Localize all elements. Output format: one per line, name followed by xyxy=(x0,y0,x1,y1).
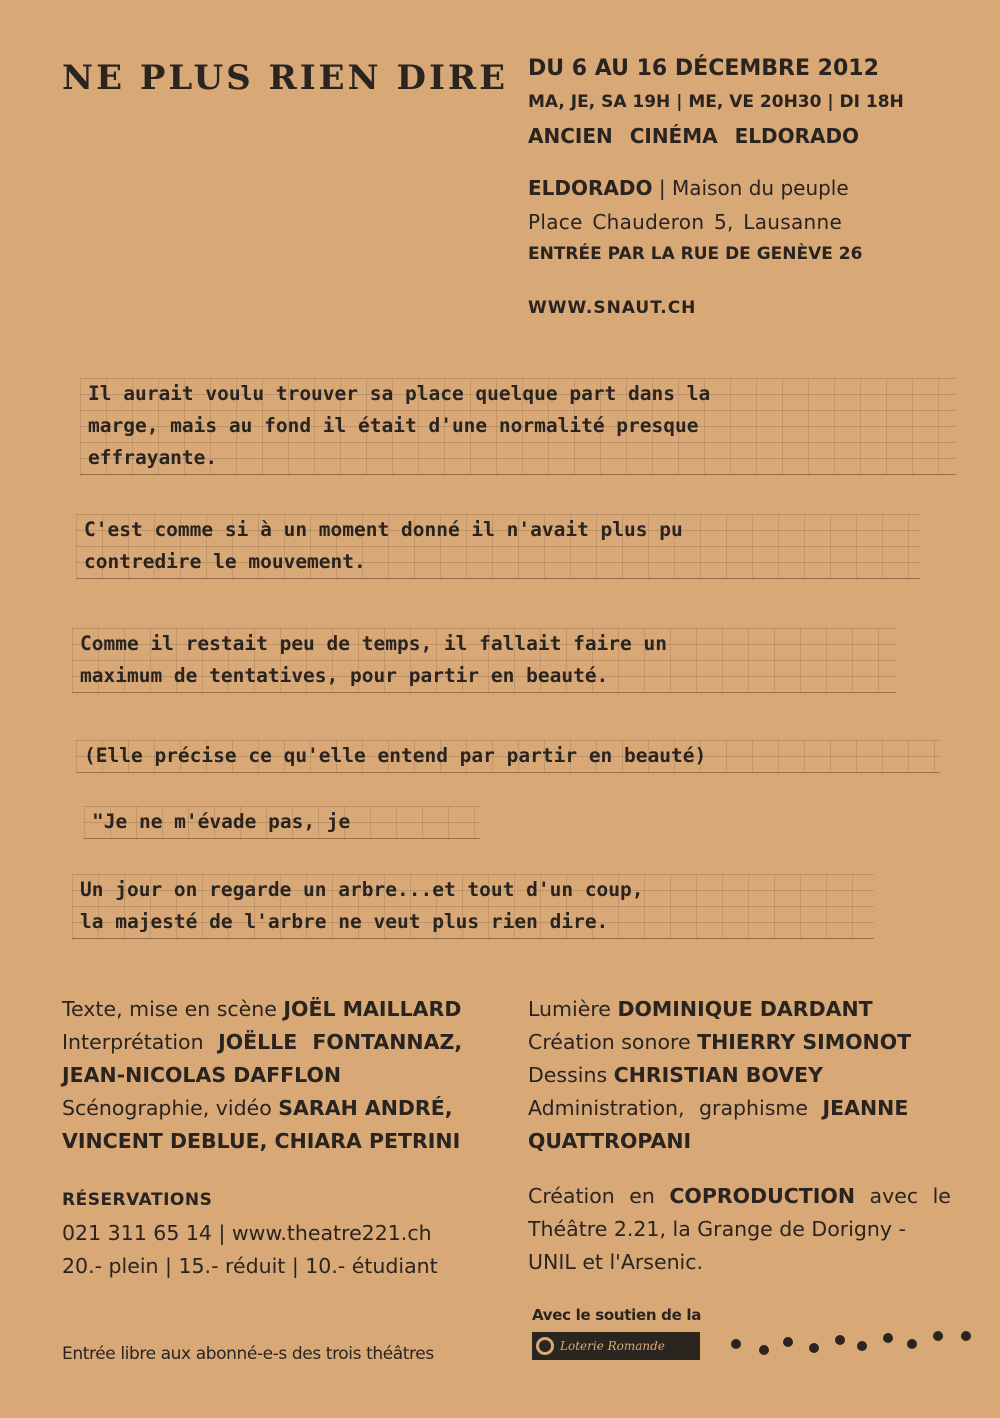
credit-name: DOMINIQUE DARDANT xyxy=(617,997,873,1021)
venue-address xyxy=(528,176,849,200)
free-entry-note: Entrée libre aux abonné-e-s des trois théâtres xyxy=(62,1344,434,1364)
venue-street: Place Chauderon 5, Lausanne xyxy=(528,210,843,234)
credit-name: JEANNE xyxy=(822,1096,909,1120)
website-link[interactable]: WWW.SNAUT.CH xyxy=(528,298,697,318)
quote-2: C'est comme si à un moment donné il n'avait plus pu contredire le mouvement. xyxy=(76,514,920,579)
quote-3: Comme il restait peu de temps, il fallait faire un maximum de tentatives, pour partir en beauté. xyxy=(72,628,896,693)
credit-name: JOËLLE FONTANNAZ, xyxy=(218,1030,463,1054)
loterie-logo-text: Loterie Romande xyxy=(560,1339,665,1353)
credit-line xyxy=(528,993,911,1026)
reservations-prices: 20.- plein | 15.- réduit | 10.- étudiant xyxy=(62,1254,438,1278)
credit-role: Dessins xyxy=(528,1063,614,1087)
credit-line xyxy=(62,1125,462,1158)
credit-name: CHRISTIAN BOVEY xyxy=(613,1063,824,1087)
credits-right xyxy=(528,993,911,1158)
coproduction-post: avec le xyxy=(855,1184,951,1208)
event-venue: ANCIEN CINÉMA ELDORADO xyxy=(528,124,860,148)
credit-role: Interprétation xyxy=(62,1030,219,1054)
coproduction xyxy=(528,1180,951,1279)
coproduction-line xyxy=(528,1180,951,1213)
credit-role: Scénographie, vidéo xyxy=(62,1096,279,1120)
quote-4: (Elle précise ce qu'elle entend par partir en beauté) xyxy=(76,740,940,773)
coproduction-line: UNIL et l'Arsenic. xyxy=(528,1250,704,1274)
credit-line xyxy=(62,1026,462,1059)
reservations-contact[interactable]: 021 311 65 14 | www.theatre221.ch xyxy=(62,1221,432,1245)
credit-name: THIERRY SIMONOT xyxy=(697,1030,912,1054)
credit-name: QUATTROPANI xyxy=(528,1129,692,1153)
credit-line xyxy=(62,1092,462,1125)
credit-line xyxy=(528,1092,911,1125)
loterie-romande-logo xyxy=(532,1332,700,1360)
credit-name: JOËL MAILLARD xyxy=(283,997,462,1021)
credit-role: Administration, graphisme xyxy=(528,1096,823,1120)
coproduction-line: Théâtre 2.21, la Grange de Dorigny - xyxy=(528,1217,906,1241)
lausanne-logo xyxy=(728,1324,988,1364)
credits-left xyxy=(62,993,462,1158)
credit-name: JEAN-NICOLAS DAFFLON xyxy=(62,1063,342,1087)
venue-address-rest: | Maison du peuple xyxy=(652,176,849,200)
venue-address-name: ELDORADO xyxy=(528,176,653,200)
reservations-heading: RÉSERVATIONS xyxy=(62,1190,213,1210)
credit-line xyxy=(528,1026,911,1059)
quote-5: "Je ne m'évade pas, je xyxy=(84,806,480,839)
credit-role: Création sonore xyxy=(528,1030,698,1054)
credit-name: SARAH ANDRÉ, xyxy=(278,1096,453,1120)
credit-role: Lumière xyxy=(528,997,618,1021)
credit-line xyxy=(62,1059,462,1092)
event-times: MA, JE, SA 19H | ME, VE 20H30 | DI 18H xyxy=(528,92,904,112)
credit-name: VINCENT DEBLUE, CHIARA PETRINI xyxy=(62,1129,461,1153)
credit-line xyxy=(62,993,462,1026)
coproduction-bold: COPRODUCTION xyxy=(669,1184,855,1208)
quote-1: Il aurait voulu trouver sa place quelque part dans la marge, mais au fond il était d'une normalité presque effrayante. xyxy=(80,378,956,475)
quote-6: Un jour on regarde un arbre...et tout d'un coup, la majesté de l'arbre ne veut plus rien dire. xyxy=(72,874,874,939)
event-dates: DU 6 AU 16 DÉCEMBRE 2012 xyxy=(528,56,879,81)
poster-title: NE PLUS RIEN DIRE xyxy=(62,58,509,98)
support-label: Avec le soutien de la xyxy=(532,1306,702,1324)
credit-line xyxy=(528,1059,911,1092)
credit-role: Texte, mise en scène xyxy=(62,997,284,1021)
venue-entry: ENTRÉE PAR LA RUE DE GENÈVE 26 xyxy=(528,244,863,264)
coproduction-pre: Création en xyxy=(528,1184,670,1208)
reservations xyxy=(62,1184,438,1283)
credit-line xyxy=(528,1125,911,1158)
loterie-ring-icon xyxy=(536,1337,554,1355)
